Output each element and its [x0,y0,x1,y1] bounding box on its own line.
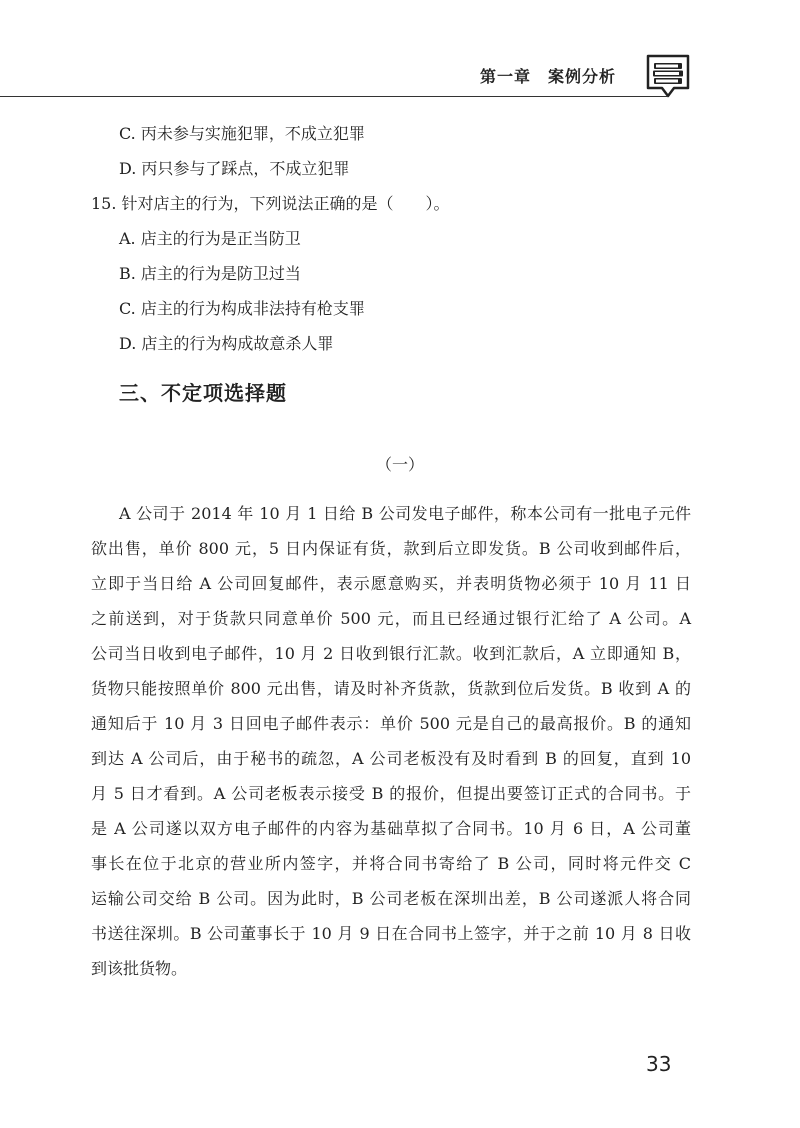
case-line-2: 欲出售，单价 800 元，5 日内保证有货，款到后立即发货。B 公司收到邮件后， [91,539,691,558]
question-15-option-a: A. 店主的行为是正当防卫 [119,229,301,248]
case-line-8: 到达 A 公司后，由于秘书的疏忽，A 公司老板没有及时看到 B 的回复，直到 10 [91,749,691,768]
case-line-11: 事长在位于北京的营业所内签字，并将合同书寄给了 B 公司，同时将元件交 C [91,854,691,873]
page-number: 33 [646,1052,672,1076]
case-line-14: 到该批货物。 [91,959,188,978]
case-subheading: （一） [375,455,424,474]
case-line-10: 是 A 公司遂以双方电子邮件的内容为基础草拟了合同书。10 月 6 日，A 公司董 [91,819,691,838]
case-line-5: 公司当日收到电子邮件，10 月 2 日收到银行汇款。收到汇款后，A 立即通知 B， [91,644,691,663]
case-line-13: 书送往深圳。B 公司董事长于 10 月 9 日在合同书上签字，并于之前 10 月 8 日收 [91,924,691,943]
case-line-1: A 公司于 2014 年 10 月 1 日给 B 公司发电子邮件，称本公司有一批电子元件 [119,504,691,523]
question-15-option-c: C. 店主的行为构成非法持有枪支罪 [119,299,365,318]
question-15-option-b: B. 店主的行为是防卫过当 [119,264,301,283]
chapter-title: 第一章 案例分析 [480,67,617,86]
option-c-prev: C. 丙未参与实施犯罪，不成立犯罪 [119,124,365,143]
case-line-9: 月 5 日才看到。A 公司老板表示接受 B 的报价，但提出要签订正式的合同书。于 [91,784,691,803]
case-line-7: 通知后于 10 月 3 日回电子邮件表示：单价 500 元是自己的最高报价。B 的通知 [91,714,691,733]
book-stack-icon [644,52,692,100]
case-line-12: 运输公司交给 B 公司。因为此时，B 公司老板在深圳出差，B 公司遂派人将合同 [91,889,691,908]
case-line-3: 立即于当日给 A 公司回复邮件，表示愿意购买，并表明货物必须于 10 月 11 日 [91,574,691,593]
question-15-stem: 15. 针对店主的行为，下列说法正确的是（ ）。 [91,194,450,213]
header-rule [0,96,668,97]
option-d-prev: D. 丙只参与了踩点，不成立犯罪 [119,159,350,178]
section-heading: 三、不定项选择题 [119,381,287,405]
question-15-option-d: D. 店主的行为构成故意杀人罪 [119,334,334,353]
case-line-4: 之前送到，对于货款只同意单价 500 元，而且已经通过银行汇给了 A 公司。A [91,609,691,628]
case-line-6: 货物只能按照单价 800 元出售，请及时补齐货款，货款到位后发货。B 收到 A 的 [91,679,691,698]
